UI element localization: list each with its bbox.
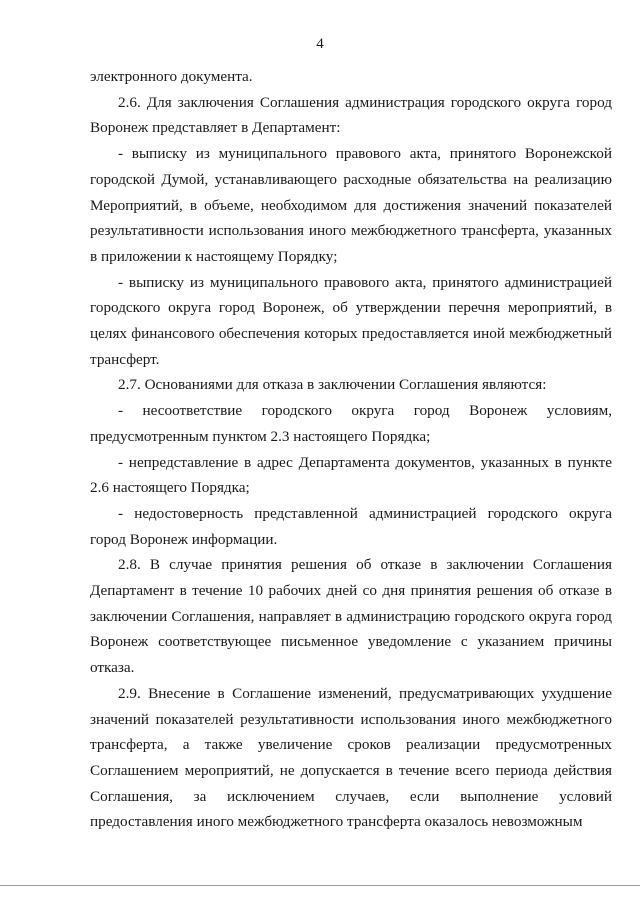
list-item-nonsubmission: - непредставление в адрес Департамента документов, указанных в пункте 2.6 настоящего Порядка; bbox=[90, 453, 612, 497]
list-item-nonconformity: - несоответствие городского округа город Воронеж условиям, предусмотренным пунктом 2.3 настоящего Порядка; bbox=[90, 402, 612, 445]
paragraph-2-8: 2.8. В случае принятия решения об отказе в заключении Соглашения Департамент в течение 10 рабочих дней со дня принятия решения об отказе в заключении Соглашения, направляет в администрацию городского округа город Воронеж соответствующее письменное уведомление с указанием причины отказа. bbox=[90, 556, 612, 677]
paragraph-2-7: 2.7. Основаниями для отказа в заключении Соглашения являются: bbox=[118, 376, 547, 394]
list-item-extract-duma: - выписку из муниципального правового акта, принятого Воронежской городской Думой, устанавливающего расходные обязательства на реализацию Мероприятий, в объеме, необходимом для достижения значений показателей результативности использования иного межбюджетного трансферта, указанных в приложении к настоящему Порядку; bbox=[90, 145, 612, 265]
document-body bbox=[90, 64, 612, 835]
scan-edge-line bbox=[0, 885, 640, 886]
paragraph-continuation: электронного документа. bbox=[90, 68, 253, 85]
page-number: 4 bbox=[316, 36, 324, 52]
list-item-extract-administration: - выписку из муниципального правового акта, принятого администрацией городского округа город Воронеж, об утверждении перечня мероприятий, в целях финансового обеспечения которых предоставляется иной межбюджетный трансферт. bbox=[90, 273, 612, 368]
list-item-unreliability: - недостоверность представленной администрацией городского округа город Воронеж информации. bbox=[90, 504, 612, 548]
paragraph-2-6: 2.6. Для заключения Соглашения администрация городского округа город Воронеж представляет в Департамент: bbox=[90, 93, 612, 137]
paragraph-2-9: 2.9. Внесение в Соглашение изменений, предусматривающих ухудшение значений показателей результативности использования иного межбюджетного трансферта, а также увеличение сроков реализации предусмотренных Соглашением мероприятий, не допускается в течение всего периода действия Соглашения, за исключением случаев, если выполнение условий предоставления иного межбюджетного трансферта оказалось невозможным bbox=[90, 684, 612, 831]
